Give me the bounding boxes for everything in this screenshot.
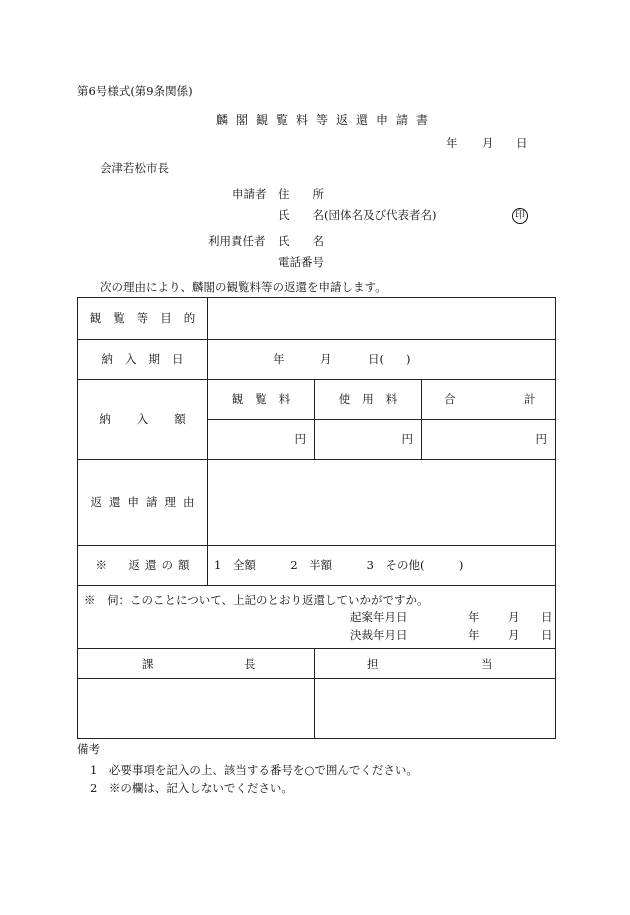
inquiry-text: ※ 伺：このことについて、上記のとおり返還していかがですか。 xyxy=(84,593,429,607)
total-header-b: 計 xyxy=(524,392,536,406)
staff-stamp-field[interactable] xyxy=(315,679,556,739)
total-field[interactable]: 円 xyxy=(422,420,556,460)
addressee: 会津若松市長 xyxy=(100,161,169,175)
refund-label-cell: ※ 返還の額 xyxy=(78,546,208,586)
draft-day: 日 xyxy=(541,610,553,624)
applicant-address-label: 住 所 xyxy=(278,187,324,201)
notes-heading: 備考 xyxy=(77,742,100,756)
viewing-fee-header: 観覧料 xyxy=(208,380,315,420)
chief-header-a: 課 xyxy=(142,657,154,671)
staff-header xyxy=(315,649,556,679)
staff-header-b: 当 xyxy=(481,657,493,671)
payment-date-field[interactable] xyxy=(208,340,556,380)
note-item-1: 1 必要事項を記入の上、該当する番号を○で囲んでください。 xyxy=(90,763,418,777)
responsible-name-label: 氏 名 xyxy=(278,234,324,248)
note-item-2: 2 ※の欄は、記入しないでください。 xyxy=(90,781,293,795)
usage-fee-header: 使用料 xyxy=(315,380,422,420)
draft-year: 年 xyxy=(468,610,480,624)
amount-label-cell: 納入額 xyxy=(78,380,208,460)
payment-month: 月 xyxy=(320,352,332,366)
decision-date-label: 決裁年月日 xyxy=(350,628,408,642)
total-header xyxy=(422,380,556,420)
intro-text: 次の理由により、麟閣の観覧料等の返還を申請します。 xyxy=(100,280,387,294)
refund-options: 1 全額 2 半額 3 その他( ) xyxy=(214,557,464,572)
payment-date-label-cell: 納入期日 xyxy=(78,340,208,380)
responsible-phone-label: 電話番号 xyxy=(278,255,324,269)
chief-stamp-field[interactable] xyxy=(78,679,315,739)
applicant-name-label: 氏 名(団体名及び代表者名) xyxy=(278,208,437,222)
reason-field[interactable] xyxy=(208,460,556,546)
form-title: 麟閣観覧料等返還申請書 xyxy=(216,113,437,127)
staff-header-a: 担 xyxy=(367,657,379,671)
seal-mark: 印 xyxy=(512,208,528,224)
refund-options-field[interactable] xyxy=(208,546,556,586)
viewing-fee-field[interactable]: 円 xyxy=(208,420,315,460)
draft-month: 月 xyxy=(508,610,520,624)
purpose-field[interactable] xyxy=(208,298,556,340)
chief-header xyxy=(78,649,315,679)
date-month-label: 月 xyxy=(482,136,494,150)
date-day-label: 日 xyxy=(516,136,528,150)
application-table xyxy=(77,297,556,739)
total-header-a: 合 xyxy=(444,392,456,406)
payment-day-close: ) xyxy=(406,352,411,366)
purpose-label-cell: 観覧等目的 xyxy=(78,298,208,340)
payment-day: 日( xyxy=(368,352,384,366)
responsible-label: 利用責任者 xyxy=(208,234,266,248)
chief-header-b: 長 xyxy=(244,657,256,671)
decision-month: 月 xyxy=(508,628,520,642)
reason-label-cell: 返還申請理由 xyxy=(78,460,208,546)
date-year-label: 年 xyxy=(446,136,458,150)
applicant-label: 申請者 xyxy=(232,187,267,201)
seal-icon xyxy=(512,208,528,224)
form-number: 第6号様式(第9条関係) xyxy=(77,84,193,98)
usage-fee-field[interactable]: 円 xyxy=(315,420,422,460)
decision-day: 日 xyxy=(541,628,553,642)
decision-year: 年 xyxy=(468,628,480,642)
draft-date-label: 起案年月日 xyxy=(350,610,408,624)
payment-year: 年 xyxy=(273,352,285,366)
inquiry-cell xyxy=(78,586,556,649)
